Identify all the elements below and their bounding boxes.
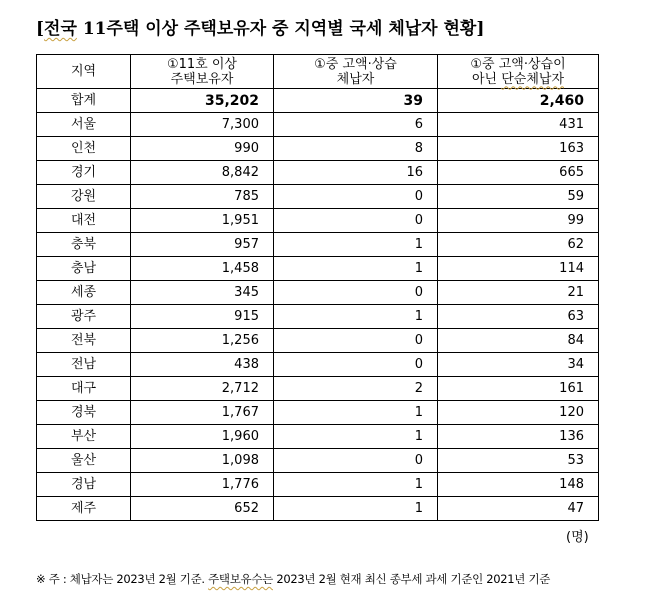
cell-high-delinquent: 0 <box>274 329 438 353</box>
cell-high-delinquent: 39 <box>274 89 438 113</box>
cell-region: 충북 <box>37 233 131 257</box>
table-row <box>37 257 599 281</box>
table-row <box>37 305 599 329</box>
cell-high-delinquent: 2 <box>274 377 438 401</box>
cell-high-delinquent: 0 <box>274 449 438 473</box>
cell-simple-delinquent: 34 <box>438 353 599 377</box>
cell-owners: 1,776 <box>131 473 274 497</box>
table-header-row <box>37 55 599 89</box>
cell-simple-delinquent: 84 <box>438 329 599 353</box>
cell-region: 울산 <box>37 449 131 473</box>
table-row <box>37 281 599 305</box>
cell-owners: 7,300 <box>131 113 274 137</box>
header-owners <box>131 55 274 89</box>
cell-simple-delinquent: 148 <box>438 473 599 497</box>
cell-high-delinquent: 0 <box>274 185 438 209</box>
cell-high-delinquent: 1 <box>274 497 438 521</box>
document-title <box>36 14 484 39</box>
cell-high-delinquent: 1 <box>274 473 438 497</box>
table-row <box>37 497 599 521</box>
cell-simple-delinquent: 21 <box>438 281 599 305</box>
cell-owners: 1,951 <box>131 209 274 233</box>
cell-high-delinquent: 0 <box>274 281 438 305</box>
cell-region: 대전 <box>37 209 131 233</box>
table-row <box>37 449 599 473</box>
cell-high-delinquent: 8 <box>274 137 438 161</box>
cell-owners: 652 <box>131 497 274 521</box>
table-row <box>37 137 599 161</box>
cell-owners: 1,960 <box>131 425 274 449</box>
cell-simple-delinquent: 120 <box>438 401 599 425</box>
footnote-part2: 2023년 2월 현재 최신 종부세 과세 기준인 2021년 기준 <box>272 572 551 586</box>
cell-simple-delinquent: 62 <box>438 233 599 257</box>
table-row <box>37 425 599 449</box>
header-region <box>37 55 131 89</box>
table-row <box>37 209 599 233</box>
cell-simple-delinquent: 47 <box>438 497 599 521</box>
cell-simple-delinquent: 53 <box>438 449 599 473</box>
cell-region: 강원 <box>37 185 131 209</box>
header-high-line1: ①중 고액·상습 <box>314 56 397 72</box>
cell-high-delinquent: 1 <box>274 401 438 425</box>
cell-owners: 35,202 <box>131 89 274 113</box>
cell-owners: 1,256 <box>131 329 274 353</box>
table-row <box>37 185 599 209</box>
cell-owners: 2,712 <box>131 377 274 401</box>
table-row <box>37 401 599 425</box>
table-row <box>37 473 599 497</box>
header-high-delinquent <box>274 55 438 89</box>
cell-simple-delinquent: 99 <box>438 209 599 233</box>
cell-simple-delinquent: 136 <box>438 425 599 449</box>
header-owners-line2: 주택보유자 <box>170 71 234 87</box>
cell-region: 합계 <box>37 89 131 113</box>
cell-region: 충남 <box>37 257 131 281</box>
footnote-squiggle-word: 주택보유수는 <box>208 572 273 586</box>
cell-owners: 785 <box>131 185 274 209</box>
title-prefix: [ <box>36 19 45 39</box>
cell-region: 제주 <box>37 497 131 521</box>
cell-region: 부산 <box>37 425 131 449</box>
cell-region: 전남 <box>37 353 131 377</box>
unit-label: (명) <box>566 530 589 545</box>
table-row <box>37 161 599 185</box>
cell-region: 인천 <box>37 137 131 161</box>
table-row <box>37 329 599 353</box>
cell-high-delinquent: 0 <box>274 353 438 377</box>
cell-owners: 957 <box>131 233 274 257</box>
cell-high-delinquent: 16 <box>274 161 438 185</box>
cell-simple-delinquent: 431 <box>438 113 599 137</box>
header-region-label: 지역 <box>70 64 97 79</box>
table-row <box>37 113 599 137</box>
title-rest: 11주택 이상 주택보유자 중 지역별 국세 체납자 현황] <box>76 19 485 39</box>
cell-simple-delinquent: 59 <box>438 185 599 209</box>
cell-owners: 1,767 <box>131 401 274 425</box>
table-row <box>37 233 599 257</box>
cell-region: 대구 <box>37 377 131 401</box>
header-high-line2: 체납자 <box>336 71 375 87</box>
cell-high-delinquent: 6 <box>274 113 438 137</box>
cell-region: 광주 <box>37 305 131 329</box>
cell-high-delinquent: 0 <box>274 209 438 233</box>
cell-owners: 438 <box>131 353 274 377</box>
cell-region: 경남 <box>37 473 131 497</box>
table-row-total <box>37 89 599 113</box>
cell-owners: 345 <box>131 281 274 305</box>
cell-high-delinquent: 1 <box>274 425 438 449</box>
table-row <box>37 353 599 377</box>
cell-region: 경기 <box>37 161 131 185</box>
cell-simple-delinquent: 163 <box>438 137 599 161</box>
footnote <box>36 571 550 587</box>
cell-simple-delinquent: 2,460 <box>438 89 599 113</box>
header-simple-delinquent <box>438 55 599 89</box>
cell-high-delinquent: 1 <box>274 257 438 281</box>
cell-simple-delinquent: 63 <box>438 305 599 329</box>
header-simple-line1: ①중 고액·상습이 <box>470 56 566 72</box>
cell-simple-delinquent: 161 <box>438 377 599 401</box>
cell-region: 전북 <box>37 329 131 353</box>
cell-high-delinquent: 1 <box>274 233 438 257</box>
cell-region: 세종 <box>37 281 131 305</box>
cell-owners: 1,098 <box>131 449 274 473</box>
cell-simple-delinquent: 665 <box>438 161 599 185</box>
cell-owners: 8,842 <box>131 161 274 185</box>
cell-high-delinquent: 1 <box>274 305 438 329</box>
title-squiggle-word: 전국 <box>44 19 77 39</box>
cell-simple-delinquent: 114 <box>438 257 599 281</box>
header-owners-line1: ①11호 이상 <box>166 56 237 72</box>
table-row <box>37 377 599 401</box>
cell-owners: 1,458 <box>131 257 274 281</box>
footnote-part1: ※ 주 : 체납자는 2023년 2월 기준. <box>36 572 209 586</box>
delinquent-table <box>36 54 599 521</box>
cell-owners: 990 <box>131 137 274 161</box>
header-simple-line2-squiggle: 단순체납자 <box>501 71 565 87</box>
cell-region: 경북 <box>37 401 131 425</box>
cell-owners: 915 <box>131 305 274 329</box>
header-simple-line2-plain: 아닌 <box>471 71 502 87</box>
cell-region: 서울 <box>37 113 131 137</box>
